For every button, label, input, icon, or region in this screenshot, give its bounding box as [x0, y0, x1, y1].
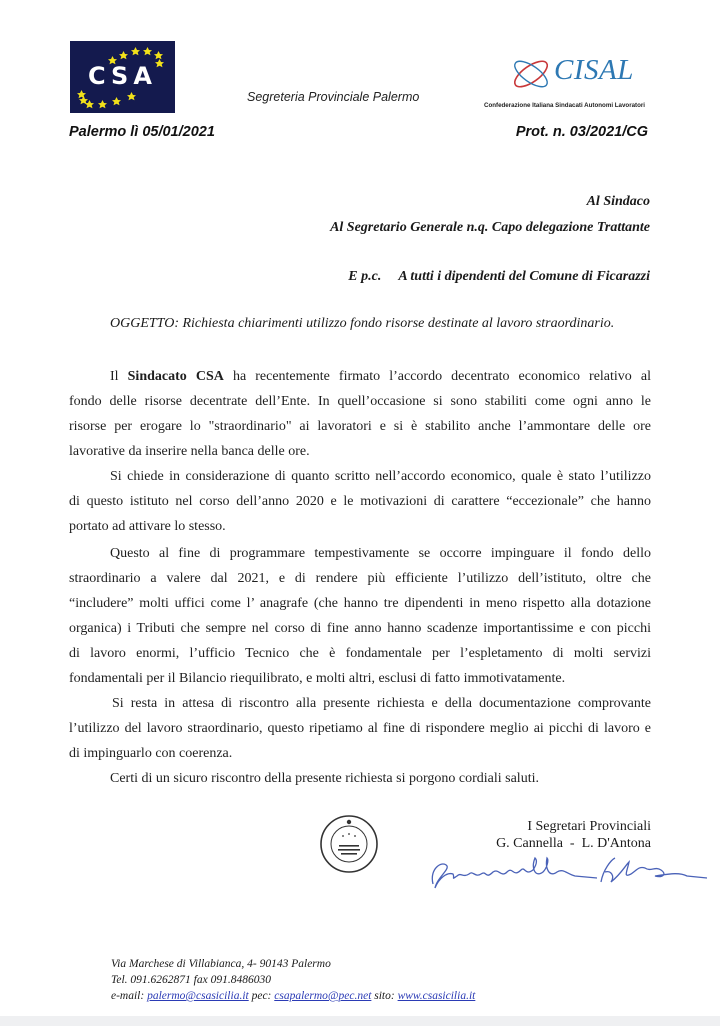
segreteria-label: Segreteria Provinciale Palermo — [247, 90, 420, 104]
body-p3-line3: “includere” molti uffici come l’ anagrafe (che hanno tre dipendenti in meno rispetto alla dotazione — [69, 596, 651, 611]
handwritten-signature — [425, 856, 710, 892]
letter-date: Palermo lì 05/01/2021 — [69, 124, 215, 140]
epc-recipients: A tutti i dipendenti del Comune di Ficarazzi — [398, 269, 650, 284]
cisal-orbit-icon — [510, 54, 552, 94]
recipient-sindaco: Al Sindaco — [586, 194, 650, 209]
protocol-number: Prot. n. 03/2021/CG — [515, 124, 648, 140]
recipient-segretario: Al Segretario Generale n.q. Capo delegazione Trattante — [330, 220, 650, 235]
website-link[interactable]: www.csasicilia.it — [397, 990, 476, 1002]
body-p4-line3: di impinguarlo con coerenza. — [69, 746, 233, 761]
sindacato-csa-bold: Sindacato CSA — [127, 369, 224, 384]
epc-label: E p.c. — [348, 269, 382, 284]
signature-block — [470, 818, 651, 852]
pec-label: pec: — [248, 990, 275, 1002]
signatories-names: G. Cannella - L. D'Antona — [496, 836, 651, 851]
p1-lead: Il — [110, 369, 128, 384]
pec-link[interactable]: csapalermo@pec.net — [274, 990, 372, 1002]
body-p5-line1: Certi di un sicuro riscontro della presente richiesta si porgono cordiali saluti. — [110, 771, 539, 786]
csa-stamp — [318, 814, 380, 874]
body-p1-line2: fondo delle risorse decentrate dell’Ente. In quell’occasione si sono stabiliti come ogni anno le — [69, 394, 651, 409]
signatories-title: I Segretari Provinciali — [527, 819, 651, 834]
body-p1-line3: risorse per erogare lo "straordinario" ai lavoratori e si è stabilito anche l’ammontare delle ore — [69, 419, 651, 434]
body-p3-line2: straordinario a valere dal 2021, e di rendere più efficiente l’utilizzo dell’istituto, oltre che — [69, 571, 651, 586]
csa-logo — [70, 41, 175, 113]
cisal-logo — [486, 46, 686, 116]
p1-line1-rest: ha recentemente firmato l’accordo decentrato economico relativo al — [223, 369, 651, 384]
body-p3-line4: organica) i Tributi che sempre nel corso di fine anno hanno scadenze importantissime e con picchi — [69, 621, 651, 636]
bottom-bar — [0, 1016, 720, 1026]
recipient-epc — [348, 268, 650, 285]
csa-logo-text: CSA — [88, 62, 157, 90]
email-link[interactable]: palermo@csasicilia.it — [147, 990, 249, 1002]
body-p2-line1: Si chiede in considerazione di quanto scritto nell’accordo economico, quale è stato l’utilizzo — [110, 469, 651, 484]
body-p2-line2: di questo istituto nel corso dell’anno 2020 e le motivazioni di carattere “eccezionale” che hanno — [69, 494, 651, 509]
body-p4-line2: l’utilizzo del lavoro straordinario, questo ripetiamo al fine di rispondere meglio ai picchi di lavoro e — [69, 721, 651, 736]
cisal-subtitle: Confederazione Italiana Sindacati Autonomi Lavoratori — [484, 102, 646, 109]
body-p2-line3: portato ad attivare lo stesso. — [69, 519, 226, 534]
footer-address: Via Marchese di Villabianca, 4- 90143 Palermo — [111, 958, 331, 970]
site-label: sito: — [371, 990, 398, 1002]
body-p3-line6: fondamentali per il Bilancio riequilibrato, e molti altri, esclusi di fatto immotivatamente. — [69, 671, 566, 686]
email-label: e-mail: — [111, 990, 148, 1002]
body-p1-line4: lavorative da inserire nella banca delle ore. — [69, 444, 310, 459]
footer-contacts — [111, 989, 475, 1003]
body-p3-line5: di lavoro enormi, l’ufficio Tecnico che è fondamentale per l’espletamento di molti servizi — [69, 646, 651, 661]
subject-line: OGGETTO: Richiesta chiarimenti utilizzo fondo risorse destinate al lavoro straordinario. — [110, 316, 615, 331]
body-p1-line1 — [110, 368, 651, 385]
body-p4-line1: Si resta in attesa di riscontro alla presente richiesta e della documentazione comprovante — [112, 696, 651, 711]
body-p3-line1: Questo al fine di programmare tempestivamente se occorre impinguare il fondo dello — [110, 546, 651, 561]
cisal-logo-text: CISAL — [554, 54, 634, 86]
footer-phones: Tel. 091.6262871 fax 091.8486030 — [111, 974, 271, 986]
